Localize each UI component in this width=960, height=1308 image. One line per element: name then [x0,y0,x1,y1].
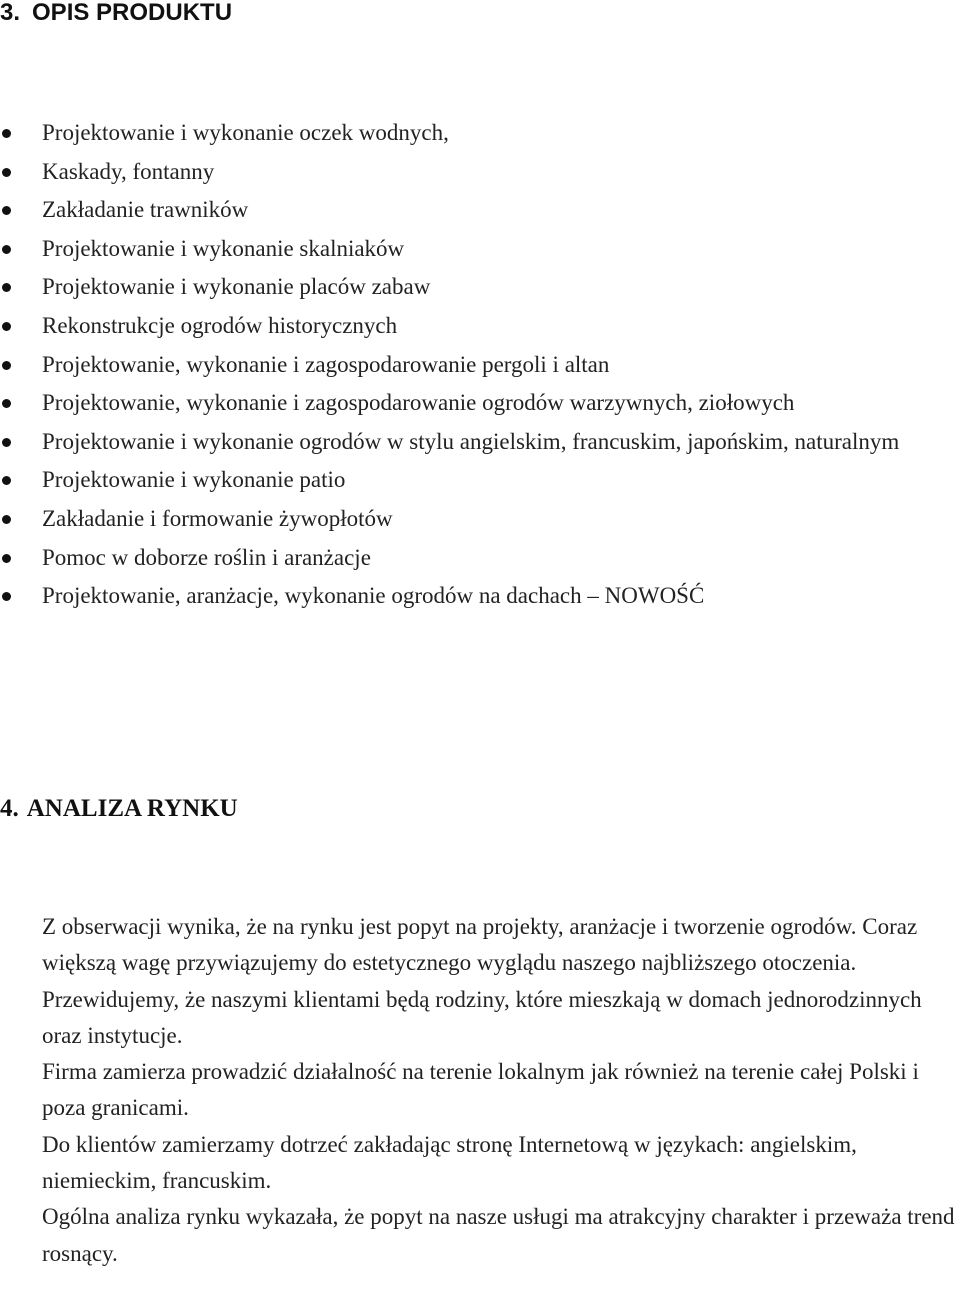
list-item [0,539,960,578]
bullet-icon [2,592,11,601]
list-item-text: Projektowanie, wykonanie i zagospodarowanie pergoli i altan [42,351,610,377]
bullet-icon [2,515,11,524]
bullet-icon [2,283,11,292]
list-item-text: Projektowanie i wykonanie ogrodów w stylu angielskim, francuskim, japońskim, naturalnym [42,428,900,454]
list-item-text: Projektowanie i wykonanie oczek wodnych, [42,120,449,145]
list-item [0,153,960,192]
list-item-text: Zakładanie trawników [42,197,249,223]
section-heading-market-analysis [0,794,238,824]
list-item [0,461,960,500]
list-item [0,268,960,307]
paragraph: Ogólna analiza rynku wykazała, że popyt na nasze usługi ma atrakcyjny charakter i przeważa trend rosnący. [42,1204,955,1266]
list-item-text: Pomoc w doborze roślin i aranżacje [42,544,371,570]
bullet-icon [2,438,11,447]
market-analysis-body [42,909,960,1272]
bullet-icon [2,245,11,254]
bullet-icon [2,399,11,408]
paragraph: Z obserwacji wynika, że na rynku jest popyt na projekty, aranżacje i tworzenie ogrodów. Coraz większą wagę przywiązujemy do estetycznego wyglądu naszego najbliższego otoczenia. [42,914,918,976]
list-item-text: Projektowanie, wykonanie i zagospodarowanie ogrodów warzywnych, ziołowych [42,390,795,416]
section-number: 4. [0,795,19,822]
list-item [0,423,942,462]
list-item [0,384,960,423]
bullet-icon [2,361,11,370]
paragraph: Do klientów zamierzamy dotrzeć zakładając stronę Internetową w językach: angielskim, niemieckim, francuskim. [42,1131,857,1194]
bullet-icon [2,129,11,138]
list-item-text: Projektowanie i wykonanie placów zabaw [42,274,431,300]
list-item [0,346,960,385]
list-item [0,307,960,346]
list-item-text: Projektowanie, aranżacje, wykonanie ogrodów na dachach – NOWOŚĆ [42,583,705,609]
list-item [0,230,960,269]
list-item [0,191,960,230]
bullet-icon [2,168,11,177]
list-item [0,500,960,539]
bullet-icon [2,476,11,485]
bullet-icon [2,206,11,215]
section-heading-product-description [0,0,232,28]
list-item [0,577,960,616]
list-item [0,114,960,153]
bullet-icon [2,554,11,563]
section-number: 3. [0,0,21,26]
list-item-text: Kaskady, fontanny [42,158,215,184]
section-title: OPIS PRODUKTU [32,0,233,26]
paragraph: Firma zamierza prowadzić działalność na terenie lokalnym jak również na terenie całej Polski i poza granicami. [42,1059,919,1121]
section-title: ANALIZA RYNKU [26,795,238,822]
bullet-icon [2,322,11,331]
services-list [0,114,960,616]
list-item-text: Projektowanie i wykonanie patio [42,467,346,493]
list-item-text: Zakładanie i formowanie żywopłotów [42,505,393,531]
list-item-text: Projektowanie i wykonanie skalniaków [42,235,405,261]
list-item-text: Rekonstrukcje ogrodów historycznych [42,312,398,338]
paragraph: Przewidujemy, że naszymi klientami będą rodziny, które mieszkają w domach jednorodzinnych oraz instytucje. [42,986,922,1048]
